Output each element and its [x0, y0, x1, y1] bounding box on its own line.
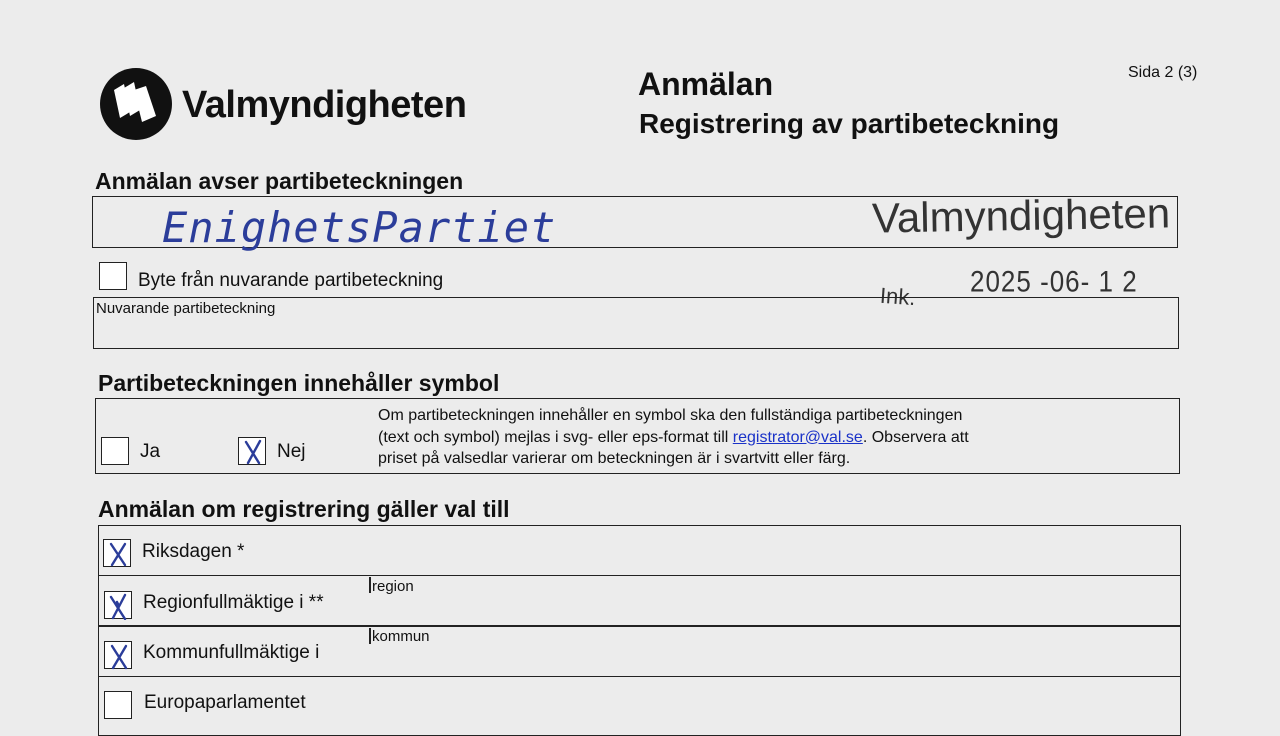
- region-checkbox[interactable]: [104, 591, 132, 619]
- party-name-value: EnighetsPartiet: [162, 203, 557, 252]
- handwritten-x-mark-icon: [104, 540, 132, 568]
- kommun-label: Kommunfullmäktige i: [143, 642, 320, 663]
- region-label: Regionfullmäktige i **: [143, 592, 324, 613]
- symbol-notice-line2-start: (text och symbol) mejlas i svg- eller eps-format till: [378, 428, 733, 446]
- logo-mark-icon: [100, 68, 172, 140]
- handwritten-x-mark-icon: [105, 642, 133, 670]
- symbol-notice-line1: Om partibeteckningen innehåller en symbol ska den fullständiga partibeteckningen: [378, 407, 963, 424]
- region-field-label: region: [372, 578, 414, 595]
- document-subtitle: Registrering av partibeteckning: [639, 108, 1060, 139]
- symbol-no-label: Nej: [277, 441, 306, 462]
- kommun-field-divider: [369, 628, 371, 644]
- logo-text: Valmyndigheten: [182, 84, 467, 126]
- document-title: Anmälan: [638, 66, 774, 102]
- riksdagen-label: Riksdagen *: [142, 541, 245, 562]
- handwritten-x-mark-icon: [239, 438, 267, 466]
- symbol-yes-label: Ja: [140, 441, 161, 462]
- received-stamp-date: 2025 -06- 1 2: [970, 263, 1138, 299]
- symbol-notice-line3: priset på valsedlar varierar om beteckningen är i svartvitt eller färg.: [378, 450, 851, 467]
- symbol-notice: [378, 405, 1168, 470]
- symbol-yes-checkbox[interactable]: [101, 437, 129, 465]
- party-section-heading: Anmälan avser partibeteckningen: [95, 168, 464, 194]
- page-number: Sida 2 (3): [1128, 64, 1198, 81]
- election-row-riksdagen: [98, 525, 1181, 576]
- riksdagen-checkbox[interactable]: [103, 539, 131, 567]
- symbol-no-checkbox[interactable]: [238, 437, 266, 465]
- registrator-email-link[interactable]: registrator@val.se: [732, 428, 863, 446]
- received-stamp-label: Ink.: [879, 282, 917, 311]
- region-field-divider: [369, 577, 371, 593]
- symbol-notice-line2-end: . Observera att: [862, 428, 969, 446]
- europaparlamentet-checkbox[interactable]: [104, 691, 132, 719]
- symbol-notice-line2: [378, 427, 1168, 449]
- current-designation-label: Nuvarande partibeteckning: [96, 300, 276, 317]
- change-designation-checkbox[interactable]: [99, 262, 127, 290]
- symbol-section-heading: Partibeteckningen innehåller symbol: [98, 370, 500, 396]
- ballot-logo-icon: [100, 68, 172, 140]
- election-section-heading: Anmälan om registrering gäller val till: [98, 496, 510, 522]
- kommun-field-label: kommun: [372, 628, 430, 645]
- europaparlamentet-label: Europaparlamentet: [144, 692, 306, 713]
- change-designation-label: Byte från nuvarande partibeteckning: [138, 270, 444, 291]
- kommun-checkbox[interactable]: [104, 641, 132, 669]
- handwritten-x-mark-icon: [105, 592, 133, 620]
- received-stamp-authority: Valmyndigheten: [871, 189, 1171, 242]
